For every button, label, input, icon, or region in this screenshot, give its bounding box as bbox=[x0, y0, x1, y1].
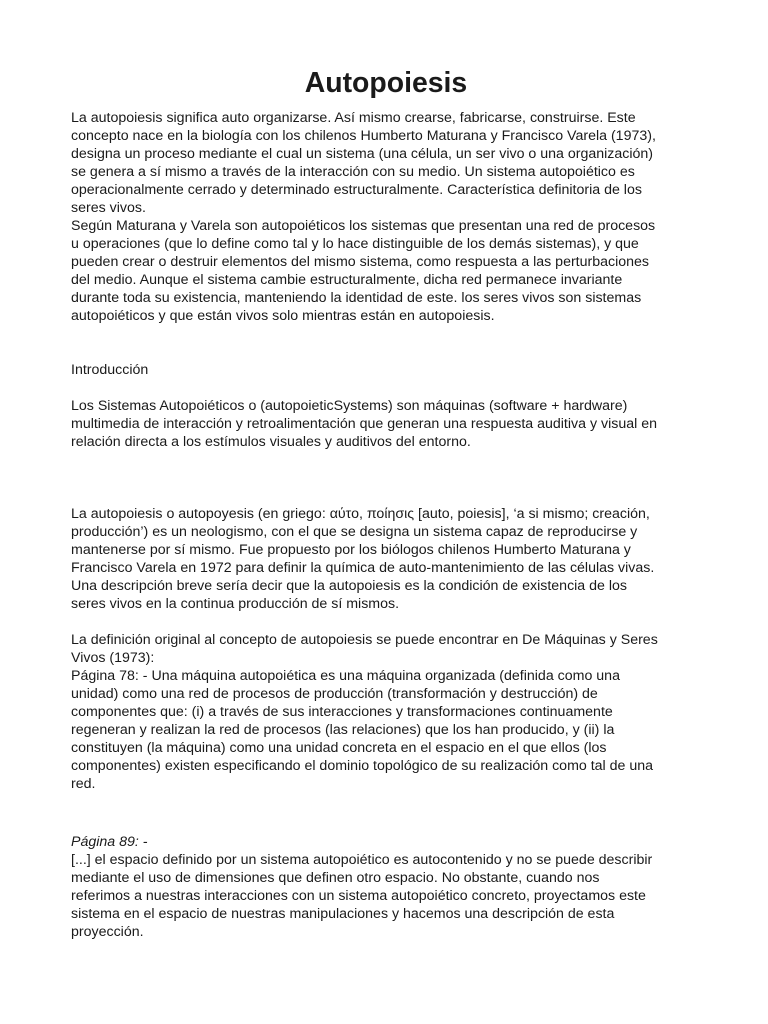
paragraph-original-definition: La definición original al concepto de autopoiesis se puede encontrar en De Máquinas y Seres Vivos (1973): Página 78: - Una máquina autopoiética es una máquina organizada (definida como una unidad) como una red de procesos de producción (transformación y destrucción) de componentes que: (i) a través de sus interacciones y transformaciones continuamente regeneran y realizan la red de procesos (las relaciones) que los han producido, y (ii) la constituyen (la máquina) como una unidad concreta en el espacio en el que ellos (los componentes) existen especificando el dominio topológico de su realización como tal de una red. bbox=[71, 632, 658, 792]
paragraph-page-89-quote: [...] el espacio definido por un sistema autopoiético es autocontenido y no se puede describir mediante el uso de dimensiones que definen otro espacio. No obstante, cuando nos referimos a nuestras interacciones con un sistema autopoiético concreto, proyectamos este sistema en el espacio de nuestras manipulaciones y hacemos una descripción de esta proyección. bbox=[71, 852, 653, 940]
paragraph-maturana-varela: Según Maturana y Varela son autopoiéticos los sistemas que presentan una red de procesos u operaciones (que lo define como tal y lo hace distinguible de los demás sistemas), y que pueden crear o destruir elementos del mismo sistema, como respuesta a las perturbaciones del medio. Aunque el sistema cambie estructuralmente, dicha red permanece invariante durante toda su existencia, manteniendo la identidad de este. los seres vivos son sistemas autopoiéticos y que están vivos solo mientras están en autopoiesis. bbox=[71, 218, 656, 324]
page-89-label: Página 89: - bbox=[71, 834, 148, 850]
document-page bbox=[71, 67, 701, 941]
spacer bbox=[71, 613, 701, 631]
spacer bbox=[71, 325, 701, 361]
spacer bbox=[71, 793, 701, 833]
paragraph-etymology: La autopoiesis o autopoyesis (en griego: αύτο, ποίησις [auto, poiesis], ‘a si mismo; creación, producción’) es un neologismo, con el que se designa un sistema capaz de reproducirse y mantenerse por sí mismo. Fue propuesto por los biólogos chilenos Humberto Maturana y Francisco Varela en 1972 para definir la química de auto-mantenimiento de las células vivas. Una descripción breve sería decir que la autopoiesis es la condición de existencia de los seres vivos en la continua producción de sí mismos. bbox=[71, 506, 655, 612]
document-title: Autopoiesis bbox=[304, 67, 468, 99]
spacer bbox=[71, 379, 701, 397]
section-heading-introduccion: Introducción bbox=[71, 362, 149, 378]
paragraph-definition: La autopoiesis significa auto organizarse. Así mismo crearse, fabricarse, construirse. Este concepto nace en la biología con los chilenos Humberto Maturana y Francisco Varela (1973), designa un proceso mediante el cual un sistema (una célula, un ser vivo o una organización) se genera a sí mismo a través de la interacción con su medio. Un sistema autopoiético es operacionalmente cerrado y determinado estructuralmente. Característica definitoria de los seres vivos. bbox=[71, 110, 656, 216]
paragraph-sistemas-autopoieticos: Los Sistemas Autopoiéticos o (autopoieticSystems) son máquinas (software + hardware) multimedia de interacción y retroalimentación que generan una respuesta auditiva y visual en relación directa a los estímulos visuales y auditivos del entorno. bbox=[71, 398, 657, 450]
spacer bbox=[71, 451, 701, 505]
